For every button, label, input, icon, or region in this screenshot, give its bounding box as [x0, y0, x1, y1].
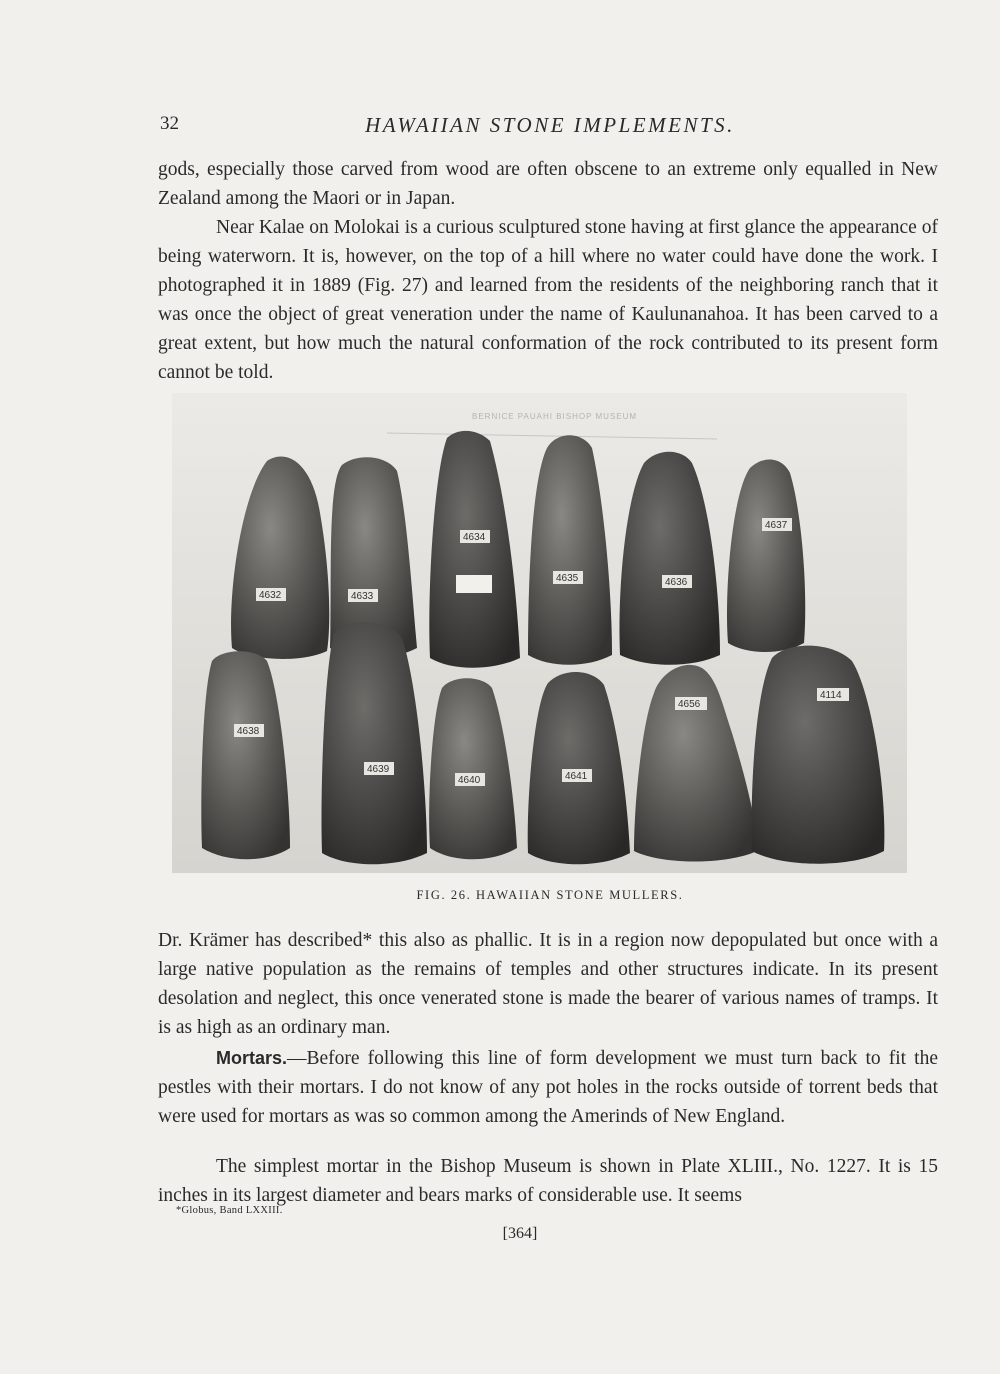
section-heading-mortars: Mortars.: [216, 1048, 288, 1068]
paragraph-kalae-stone: Near Kalae on Molokai is a curious sculptured stone having at first glance the appearance of being waterworn. It is, however, on the top of a hill where no water could have done the work. I photographed it in 1889 (Fig. 27) and learned from the residents of the neighboring ranch that it was once the object of great veneration under the name of Kaulunanahoa. It has been carved to a great extent, but how much the natural conformation of the rock contributed to its present form cannot be told.: [158, 217, 938, 383]
label-4637: 4637: [765, 520, 788, 531]
label-4635: 4635: [556, 573, 579, 584]
label-4633: 4633: [351, 591, 374, 602]
label-4114: 4114: [820, 690, 842, 701]
label-4638: 4638: [237, 726, 260, 737]
paragraph-kramer: Dr. Krämer has described* this also as phallic. It is in a region now depopulated but once with a large native population as the remains of temples and other structures indicate. In its present desolation and neglect, this once venerated stone is made the bearer of various names of tramps. It is as high as an ordinary man.: [158, 930, 938, 1038]
label-4641: 4641: [565, 771, 588, 782]
label-4640: 4640: [458, 775, 481, 786]
paragraph-simplest-mortar: The simplest mortar in the Bishop Museum is shown in Plate XLIII., No. 1227. It is 15 inches in its largest diameter and bears marks of considerable use. It seems: [158, 1156, 938, 1206]
label-4639: 4639: [367, 764, 390, 775]
label-4656: 4656: [678, 699, 701, 710]
footnote: *Globus, Band LXXIII.: [176, 1205, 283, 1216]
figure-caption: FIG. 26. HAWAIIAN STONE MULLERS.: [416, 888, 684, 902]
label-4636: 4636: [665, 577, 688, 588]
label-4634: 4634: [463, 532, 486, 543]
paragraph-mortars: [158, 1044, 938, 1131]
paragraph-mortars-body: —Before following this line of form development we must turn back to fit the pestles with their mortars. I do not know of any pot holes in the rocks outside of torrent beds that were used for mortars as was so common among the Amerinds of New England.: [158, 1048, 938, 1127]
paragraph-continuation: gods, especially those carved from wood are often obscene to an extreme only equalled in New Zealand among the Maori or in Japan.: [158, 159, 938, 209]
museum-mark: BERNICE PAUAHI BISHOP MUSEUM: [472, 412, 638, 421]
figure-stone-mullers: [172, 393, 907, 873]
page-number: 32: [160, 113, 179, 134]
mullers-photograph: [172, 393, 907, 873]
label-4632: 4632: [259, 590, 282, 601]
page-bracket-number: [364]: [502, 1225, 538, 1242]
running-title: HAWAIIAN STONE IMPLEMENTS.: [365, 113, 735, 137]
